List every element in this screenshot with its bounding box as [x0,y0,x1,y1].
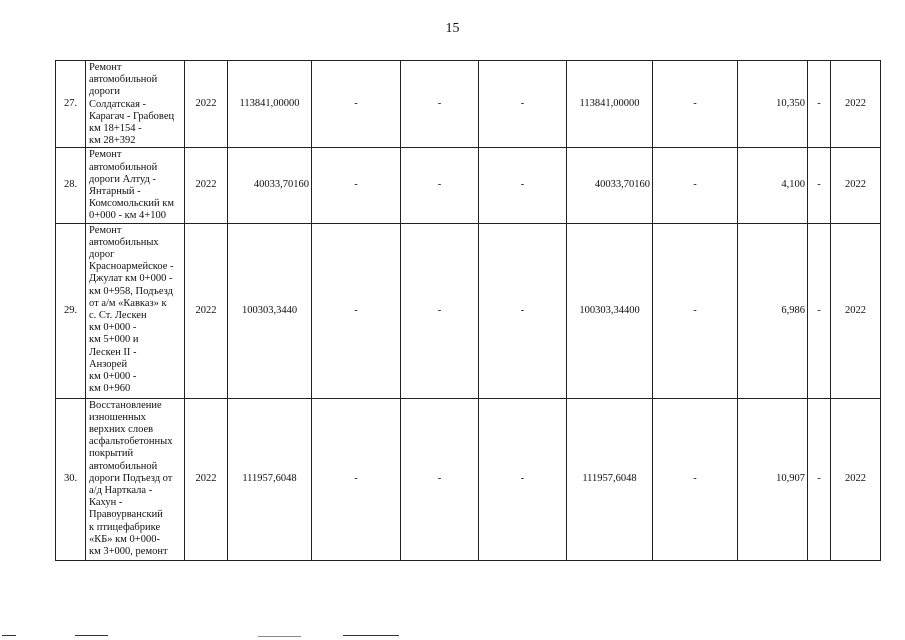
dash-cell: - [653,61,738,148]
row-number: 27. [56,61,86,148]
dash-cell: - [653,398,738,560]
dash-cell: - [401,398,479,560]
end-year-cell: 2022 [831,148,881,223]
length-km-cell: 6,986 [738,223,808,398]
work-description: Ремонт автомобильных дорог Красноармейское - Джулат км 0+000 - км 0+958, Подъезд от а/м «Кавказ» к с. Ст. Лескен км 0+000 - км 5+000 и Лескен II - Анзорей км 0+000 - км 0+960 [86,223,185,398]
row-number: 30. [56,398,86,560]
year-cell: 2022 [185,61,228,148]
dash-cell: - [312,398,401,560]
amount-repeat-cell: 100303,34400 [567,223,653,398]
dash-cell: - [312,61,401,148]
dash-cell: - [479,148,567,223]
dash-cell: - [401,148,479,223]
dash-cell: - [808,223,831,398]
amount-repeat-cell: 113841,00000 [567,61,653,148]
row-number: 28. [56,148,86,223]
end-year-cell: 2022 [831,398,881,560]
year-cell: 2022 [185,148,228,223]
dash-cell: - [653,148,738,223]
dash-cell: - [312,223,401,398]
scan-mark [343,635,399,636]
row-number: 29. [56,223,86,398]
work-description: Ремонт автомобильной дороги Алтуд - Янтарный - Комсомольский км 0+000 - км 4+100 [86,148,185,223]
scan-mark [75,635,108,636]
amount-total-cell: 40033,70160 [228,148,312,223]
scan-mark [258,636,301,637]
year-cell: 2022 [185,223,228,398]
dash-cell: - [653,223,738,398]
end-year-cell: 2022 [831,61,881,148]
length-km-cell: 4,100 [738,148,808,223]
dash-cell: - [401,61,479,148]
dash-cell: - [479,61,567,148]
end-year-cell: 2022 [831,223,881,398]
work-description: Восстановление изношенных верхних слоев асфальтобетонных покрытий автомобильной дороги Подъезд от а/д Нарткала - Кахун - Правоурванский к птицефабрике «КБ» км 0+000- км 3+000, ремонт [86,398,185,560]
table-row [56,223,881,398]
page-number: 15 [445,21,460,36]
dash-cell: - [808,61,831,148]
dash-cell: - [401,223,479,398]
amount-repeat-cell: 111957,6048 [567,398,653,560]
scan-mark [2,635,16,636]
amount-total-cell: 111957,6048 [228,398,312,560]
dash-cell: - [808,148,831,223]
year-cell: 2022 [185,398,228,560]
work-description: Ремонт автомобильной дороги Солдатская - Карагач - Грабовец км 18+154 - км 28+392 [86,61,185,148]
amount-total-cell: 100303,3440 [228,223,312,398]
table-row [56,61,881,148]
road-works-table [55,60,881,561]
dash-cell: - [808,398,831,560]
dash-cell: - [479,223,567,398]
length-km-cell: 10,907 [738,398,808,560]
dash-cell: - [479,398,567,560]
amount-total-cell: 113841,00000 [228,61,312,148]
table-row [56,398,881,560]
amount-repeat-cell: 40033,70160 [567,148,653,223]
table-row [56,148,881,223]
dash-cell: - [312,148,401,223]
length-km-cell: 10,350 [738,61,808,148]
